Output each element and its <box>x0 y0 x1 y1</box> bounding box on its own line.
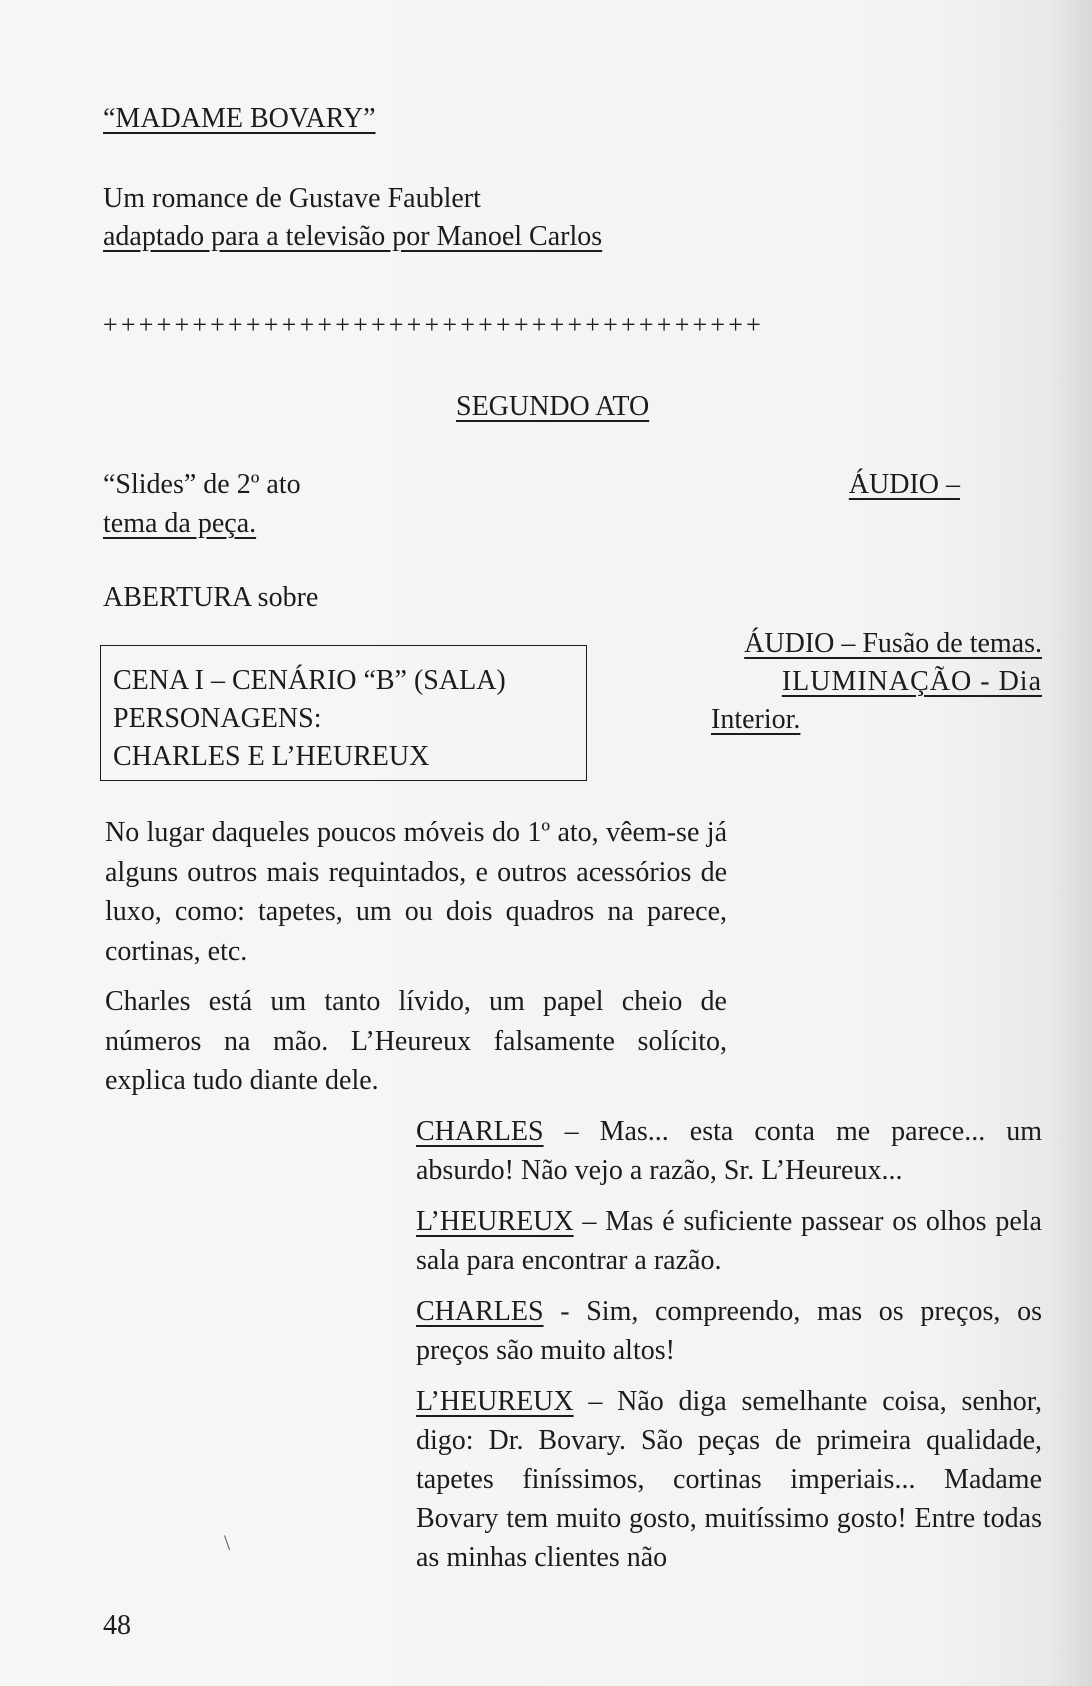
scene-box <box>100 645 587 781</box>
plus-separator: +++++++++++++++++++++++++++++++++++++ <box>103 310 764 339</box>
abertura-note: ABERTURA sobre <box>103 582 319 613</box>
stage-direction: Charles está um tanto lívido, um papel cheio de números na mão. L’Heureux falsamente solícito, explica tudo diante dele. <box>105 986 727 1096</box>
margin-mark: \ <box>224 1530 231 1555</box>
speaker-name: L’HEUREUX <box>416 1206 574 1237</box>
speaker-name: CHARLES <box>416 1296 544 1327</box>
slides-theme-note: tema da peça. <box>103 508 257 539</box>
scene-characters-label: PERSONAGENS: <box>113 703 322 734</box>
speaker-name: L’HEUREUX <box>416 1386 574 1417</box>
act-title: SEGUNDO ATO <box>456 391 650 422</box>
audio-fusion-note: ÁUDIO – Fusão de temas. <box>744 628 1042 659</box>
dialogue-text: – Não diga semelhante coisa, senhor, digo: Dr. Bovary. São peças de primeira qualidade, tapetes finíssimos, cortinas imperiais... Madame Bovary tem muito gosto, muitíssimo gosto! Entre todas as minhas clientes não <box>416 1386 1042 1573</box>
dialogue-line <box>416 1202 1042 1280</box>
lighting-interior-note: Interior. <box>711 704 801 735</box>
subtitle-adaptation: adaptado para a televisão por Manoel Carlos <box>103 221 603 252</box>
page-number: 48 <box>103 1610 131 1641</box>
dialogue-line <box>416 1292 1042 1370</box>
dialogue-line <box>416 1112 1042 1190</box>
stage-description: No lugar daqueles poucos móveis do 1º ato, vêem-se já alguns outros mais requintados, e outros acessórios de luxo, como: tapetes, um ou dois quadros na parece, cortinas, etc. <box>105 817 727 967</box>
dialogue-text: – Mas é suficiente passear os olhos pela sala para encontrar a razão. <box>416 1206 1042 1276</box>
dialogue-text: – Mas... esta conta me parece... um absurdo! Não vejo a razão, Sr. L’Heureux... <box>416 1116 1042 1186</box>
subtitle-author: Um romance de Gustave Faublert <box>103 183 481 214</box>
audio-heading: ÁUDIO – <box>848 469 960 500</box>
scene-characters: CHARLES E L’HEUREUX <box>113 741 430 772</box>
dialogue-line <box>416 1382 1042 1577</box>
dialogue-text: - Sim, compreendo, mas os preços, os preços são muito altos! <box>416 1296 1042 1366</box>
slides-note: “Slides” de 2º ato <box>103 469 301 500</box>
scene-heading: CENA I – CENÁRIO “B” (SALA) <box>113 665 506 696</box>
lighting-note: ILUMINAÇÃO - Dia <box>781 666 1042 697</box>
play-title: “MADAME BOVARY” <box>103 103 376 134</box>
speaker-name: CHARLES <box>416 1116 544 1147</box>
